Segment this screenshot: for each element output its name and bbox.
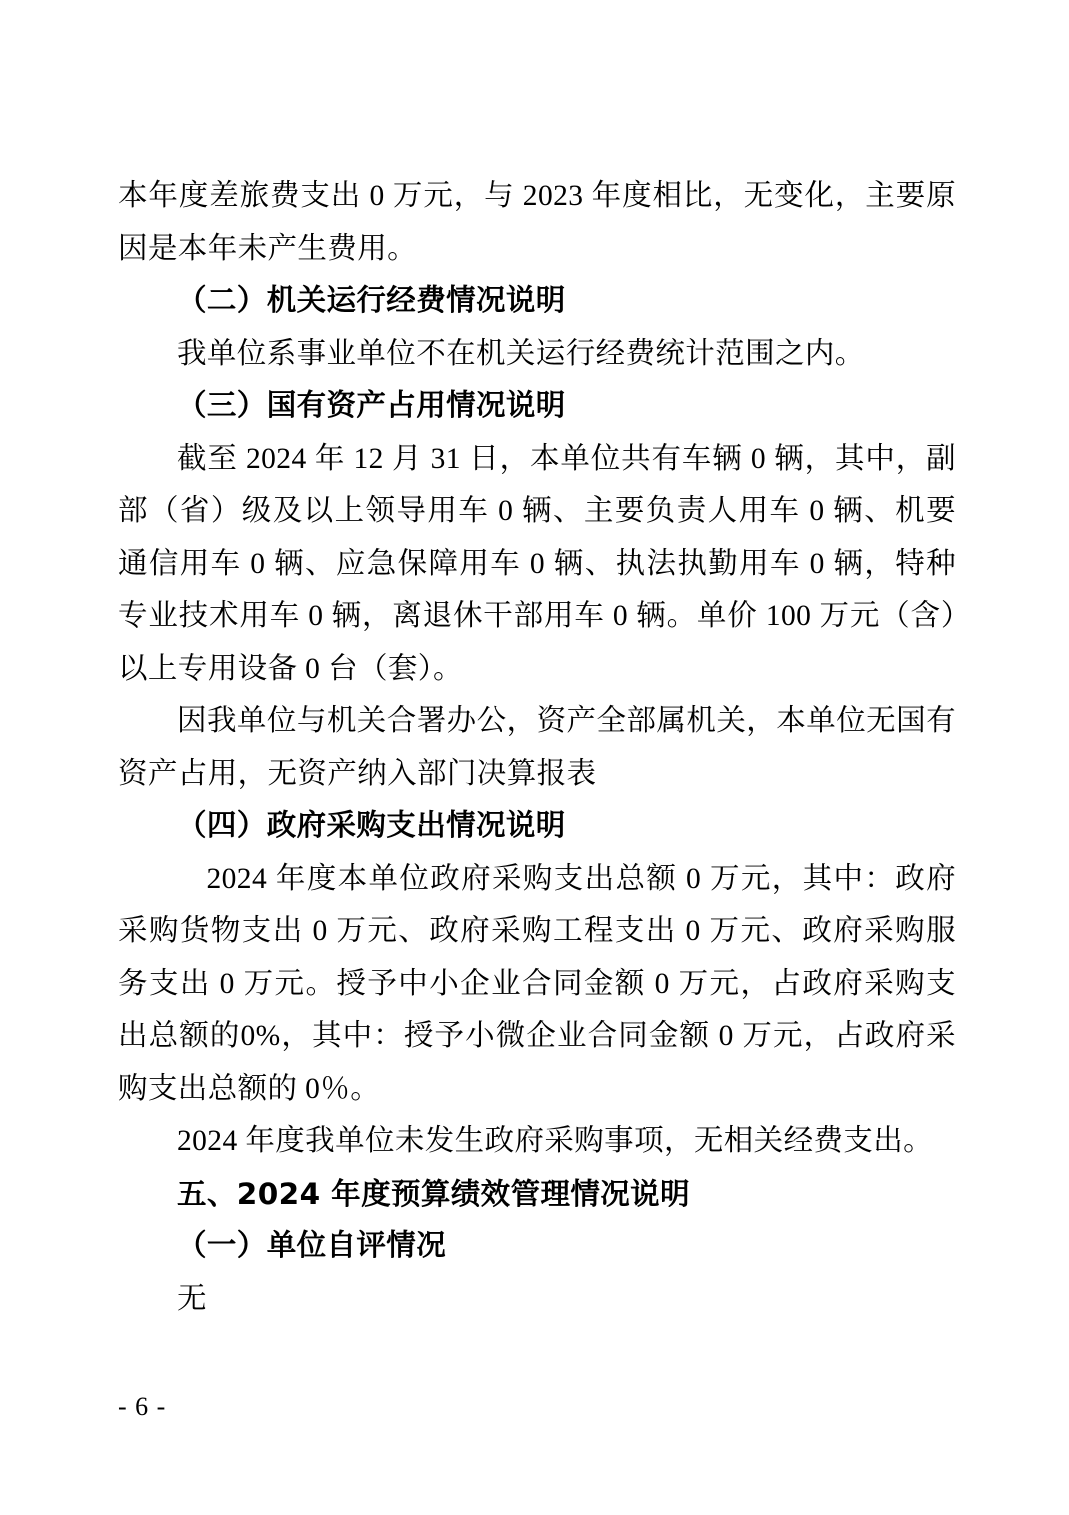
heading-state-assets: （三）国有资产占用情况说明 (177, 390, 566, 422)
paragraph-government-procurement-detail: 2024 年度本单位政府采购支出总额 0 万元，其中：政府采购货物支出 0 万元、政府采购工程支出 0 万元、政府采购服务支出 0 万元。授予中小企业合同金额 0 万元，占政府采购支出总额的0%，其中：授予小微企业合同金额 0 万元，占政府采购支出总额的 0％。 (118, 862, 956, 1105)
heading-section-five: 五、2024 年度预算绩效管理情况说明 (177, 1176, 690, 1211)
paragraph-self-evaluation-none: 无 (177, 1282, 207, 1315)
heading-agency-operating-expense: （二）机关运行经费情况说明 (177, 285, 566, 317)
page-number: - 6 - (118, 1392, 167, 1421)
paragraph-government-procurement-none: 2024 年度我单位未发生政府采购事项，无相关经费支出。 (177, 1125, 934, 1157)
document-body (118, 170, 956, 1325)
paragraph-agency-operating-expense: 我单位系事业单位不在机关运行经费统计范围之内。 (177, 337, 865, 370)
paragraph-travel-expense: 本年度差旅费支出 0 万元，与 2023 年度相比，无变化，主要原因是本年未产生费用。 (118, 180, 956, 265)
paragraph-state-assets-note: 因我单位与机关合署办公，资产全部属机关，本单位无国有资产占用，无资产纳入部门决算报表 (118, 705, 956, 790)
heading-self-evaluation: （一）单位自评情况 (177, 1230, 447, 1262)
heading-government-procurement: （四）政府采购支出情况说明 (177, 810, 566, 842)
paragraph-state-assets-vehicles: 截至 2024 年 12 月 31 日，本单位共有车辆 0 辆，其中，副部（省）级及以上领导用车 0 辆、主要负责人用车 0 辆、机要通信用车 0 辆、应急保障用车 0 辆、执法执勤用车 0 辆，特种专业技术用车 0 辆，离退休干部用车 0 辆。单价 100 万元（含）以上专用设备 0 台（套）。 (118, 442, 956, 685)
